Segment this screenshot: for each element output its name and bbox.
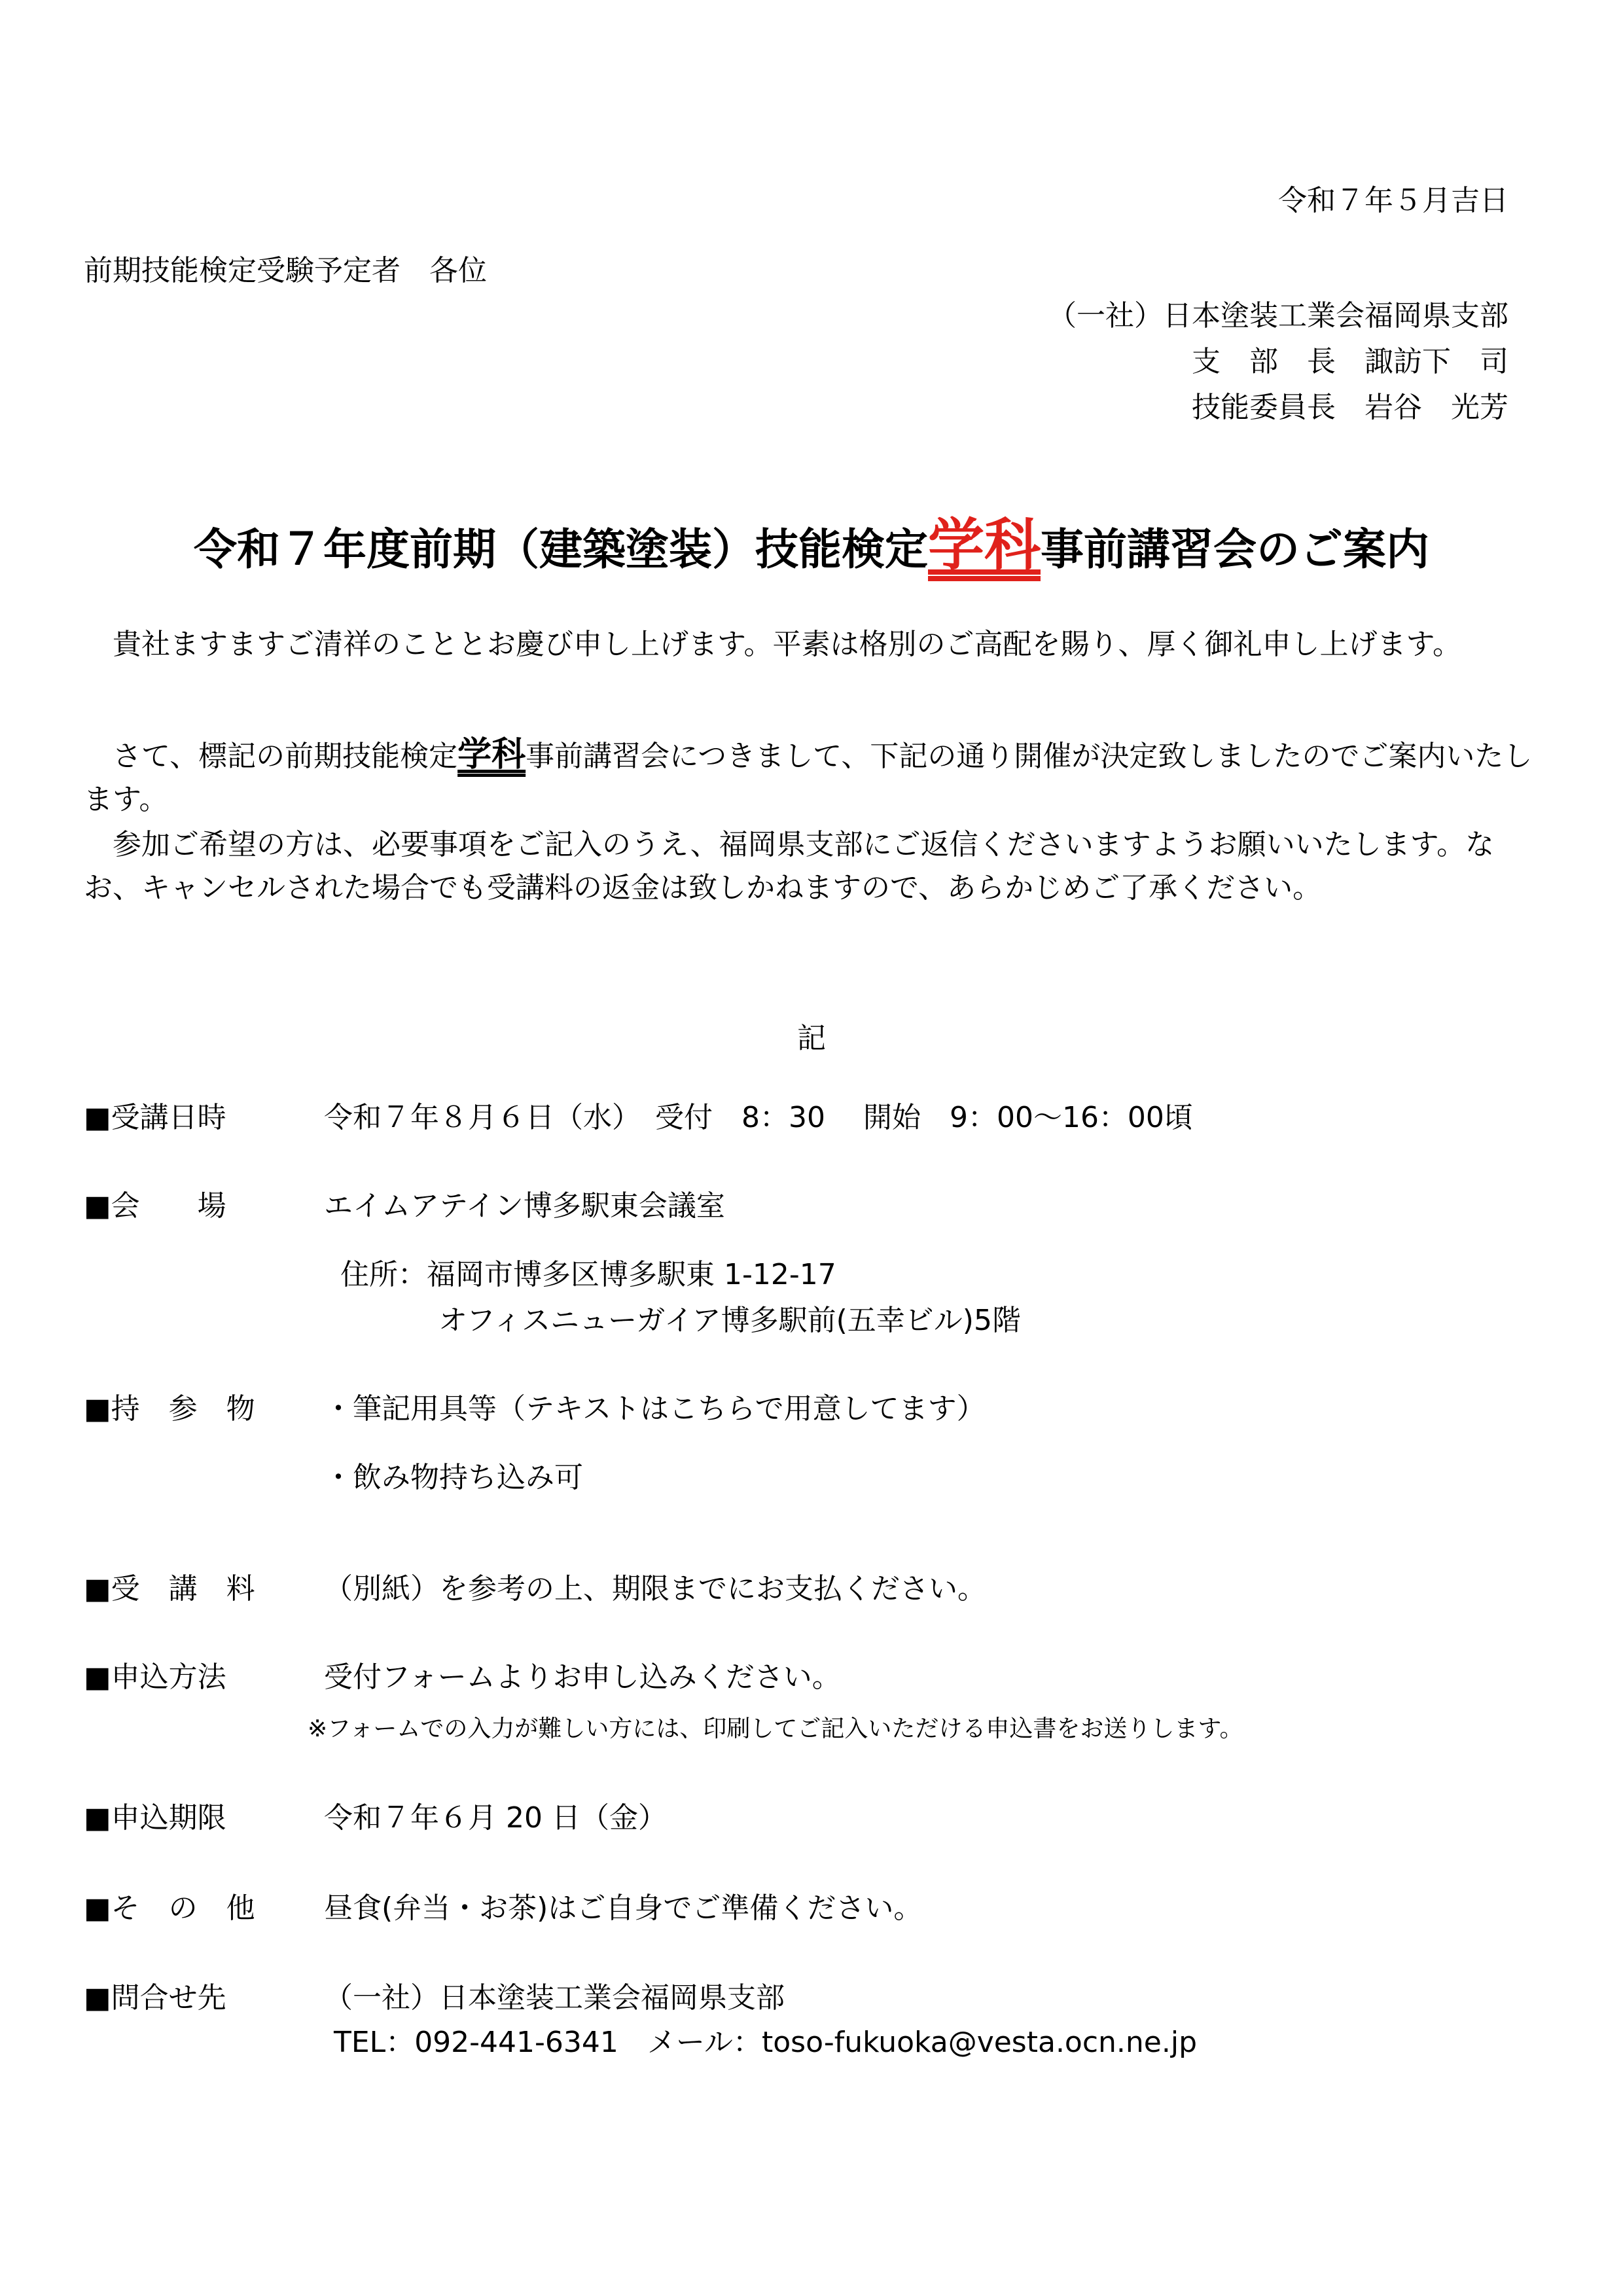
sender-branch-chief: 支 部 長 諏訪下 司 [1192, 345, 1508, 378]
contact-organization: （一社）日本塗装工業会福岡県支部 [324, 1981, 785, 2015]
venue-label: ■会 場 [84, 1189, 226, 1223]
datetime-value: 令和７年８月６日（水） 受付 8：30 開始 9：00～16：00頃 [324, 1101, 1193, 1134]
announcement-text-after: 事前講習会につきまして、下記の通り開催が決定致しましたのでご案内いたします。 [84, 740, 1533, 816]
apply-method-label: ■申込方法 [84, 1660, 226, 1694]
announcement-paragraph [84, 733, 1543, 821]
datetime-label: ■受講日時 [84, 1101, 226, 1134]
deadline-label: ■申込期限 [84, 1801, 226, 1835]
items-label: ■持 参 物 [84, 1392, 255, 1426]
other-value: 昼食(弁当・お茶)はご自身でご準備ください。 [324, 1892, 923, 1925]
announcement-text-before: さて、標記の前期技能検定 [84, 740, 458, 773]
greeting-paragraph: 貴社ますますご清祥のこととお慶び申し上げます。平素は格別のご高配を賜り、厚く御礼申し上げます。 [84, 628, 1461, 661]
venue-value: エイムアテイン博多駅東会議室 [324, 1189, 725, 1223]
sender-organization: （一社）日本塗装工業会福岡県支部 [1048, 299, 1508, 332]
document-date: 令和７年５月吉日 [1278, 184, 1508, 217]
title-text-after: 事前講習会のご案内 [1041, 524, 1429, 575]
items-drinks: ・飲み物持ち込み可 [324, 1461, 583, 1494]
fee-label: ■受 講 料 [84, 1572, 255, 1605]
ki-heading: 記 [797, 1022, 826, 1055]
addressee: 前期技能検定受験予定者 各位 [84, 254, 487, 287]
fee-value: （別紙）を参考の上、期限までにお支払ください。 [324, 1572, 986, 1605]
request-paragraph: 参加ご希望の方は、必要事項をご記入のうえ、福岡県支部にご返信くださいますようお願いいたします。なお、キャンセルされた場合でも受講料の返金は致しかねますので、あらかじめご了承ください。 [84, 828, 1495, 905]
apply-method-note: ※フォームでの入力が難しい方には、印刷してご記入いただける申込書をお送りします。 [308, 1715, 1243, 1742]
title-text-before: 令和７年度前期（建築塗装）技能検定 [194, 524, 928, 575]
other-label: ■そ の 他 [84, 1892, 255, 1925]
venue-address-line2: オフィスニューガイア博多駅前(五幸ビル)5階 [438, 1304, 1021, 1337]
document-title [0, 512, 1623, 578]
title-highlight: 学科 [928, 512, 1041, 578]
sender-committee-chair: 技能委員長 岩谷 光芳 [1192, 391, 1508, 424]
deadline-value: 令和７年６月 20 日（金） [324, 1801, 667, 1835]
announcement-highlight: 学科 [457, 735, 526, 774]
apply-method-value: 受付フォームよりお申し込みください。 [324, 1660, 841, 1694]
contact-tel-email: TEL：092-441-6341 メール：toso-fukuoka@vesta.ocn.ne.jp [334, 2026, 1198, 2059]
items-writing-tools: ・筆記用具等（テキストはこちらで用意してます） [324, 1392, 986, 1426]
venue-address-line1: 住所：福岡市博多区博多駅東 1-12-17 [340, 1258, 836, 1291]
contact-label: ■問合せ先 [84, 1981, 226, 2015]
